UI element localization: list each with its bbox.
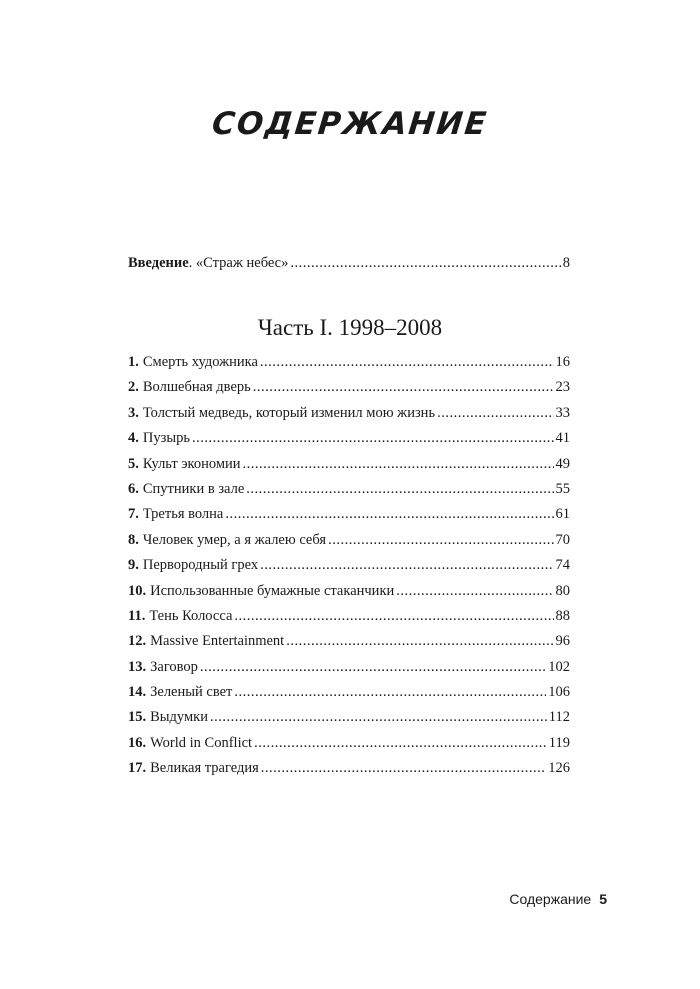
leader-dots xyxy=(286,629,553,654)
toc-entry[interactable] xyxy=(128,705,570,730)
entry-page: 61 xyxy=(555,506,570,523)
leader-dots xyxy=(234,604,553,629)
entry-title: Третья волна xyxy=(142,506,224,523)
running-footer-section: Содержание xyxy=(509,891,592,907)
entry-page: 80 xyxy=(555,582,570,599)
entry-page: 41 xyxy=(555,430,570,447)
page-number: 5 xyxy=(599,891,607,907)
toc-entry[interactable] xyxy=(128,553,570,578)
entry-page: 96 xyxy=(555,633,570,650)
entry-title: Волшебная дверь xyxy=(142,379,251,396)
toc-entry[interactable] xyxy=(128,477,570,502)
entry-page: 88 xyxy=(555,607,570,624)
page-footer xyxy=(509,891,607,907)
toc-entry[interactable] xyxy=(128,350,570,375)
entry-page: 16 xyxy=(555,354,570,370)
leader-dots xyxy=(200,655,546,680)
entry-number: 15. xyxy=(128,709,147,726)
leader-dots xyxy=(261,756,546,781)
entry-page: 70 xyxy=(555,531,570,548)
entry-number: 4. xyxy=(128,430,139,447)
entry-title: Человек умер, а я жалею себя xyxy=(142,531,327,548)
entry-title: Тень Колосса xyxy=(149,607,233,624)
leader-dots xyxy=(192,426,554,451)
entry-number: 17. xyxy=(128,760,147,777)
leader-dots xyxy=(290,251,560,276)
toc-entry[interactable] xyxy=(128,452,570,477)
entry-title: Смерть художника xyxy=(142,354,258,370)
entry-number: 12. xyxy=(128,633,147,650)
intro-page: 8 xyxy=(562,255,570,271)
toc-list xyxy=(128,350,570,782)
toc-entry[interactable] xyxy=(128,756,570,781)
entry-page: 23 xyxy=(555,379,570,396)
toc-entry[interactable] xyxy=(128,401,570,426)
entry-page: 119 xyxy=(548,734,570,751)
entry-title: Выдумки xyxy=(150,709,208,726)
toc-entry[interactable] xyxy=(128,426,570,451)
toc-entry[interactable] xyxy=(128,731,570,756)
leader-dots xyxy=(253,375,554,400)
entry-page: 33 xyxy=(555,404,570,421)
leader-dots xyxy=(246,477,553,502)
leader-dots xyxy=(234,680,546,705)
entry-title: Massive Entertainment xyxy=(150,633,285,650)
entry-title: Пузырь xyxy=(142,430,190,447)
entry-number: 5. xyxy=(128,455,139,472)
intro-lead: Введение xyxy=(128,255,189,271)
entry-title: World in Conflict xyxy=(150,734,253,751)
entry-page: 74 xyxy=(555,557,570,574)
toc-entry[interactable] xyxy=(128,680,570,705)
entry-number: 11. xyxy=(128,607,146,624)
intro-title: «Страж небес» xyxy=(195,255,289,271)
entry-title: Спутники в зале xyxy=(142,480,245,497)
entry-number: 3. xyxy=(128,404,139,421)
entry-title: Использованные бумажные стаканчики xyxy=(150,582,395,599)
entry-number: 6. xyxy=(128,480,139,497)
page-title: СОДЕРЖАНИЕ xyxy=(210,106,490,142)
leader-dots xyxy=(210,705,547,730)
entry-number: 16. xyxy=(128,734,147,751)
entry-title: Культ экономии xyxy=(142,455,241,472)
entry-page: 106 xyxy=(548,684,570,701)
entry-title: Заговор xyxy=(150,658,198,675)
toc-entry[interactable] xyxy=(128,502,570,527)
entry-title: Зеленый свет xyxy=(150,684,233,701)
leader-dots xyxy=(243,452,554,477)
entry-number: 2. xyxy=(128,379,139,396)
leader-dots xyxy=(260,350,554,375)
entry-title: Первородный грех xyxy=(142,557,259,574)
entry-page: 49 xyxy=(555,455,570,472)
entry-page: 126 xyxy=(548,760,570,777)
toc-entry[interactable] xyxy=(128,375,570,400)
leader-dots xyxy=(437,401,553,426)
entry-number: 9. xyxy=(128,557,139,574)
leader-dots xyxy=(328,528,553,553)
part-heading: Часть I. 1998–2008 xyxy=(257,315,443,340)
entry-page: 112 xyxy=(548,709,570,726)
entry-number: 10. xyxy=(128,582,147,599)
leader-dots xyxy=(254,731,547,756)
toc-entry[interactable] xyxy=(128,528,570,553)
entry-number: 7. xyxy=(128,506,139,523)
entry-page: 55 xyxy=(555,480,570,497)
leader-dots xyxy=(396,579,553,604)
toc-entry[interactable] xyxy=(128,604,570,629)
toc-entry[interactable] xyxy=(128,629,570,654)
entry-number: 1. xyxy=(128,354,139,370)
intro-separator: . xyxy=(188,255,196,271)
entry-number: 8. xyxy=(128,531,139,548)
entry-number: 14. xyxy=(128,684,147,701)
entry-title: Великая трагедия xyxy=(150,760,259,777)
intro-entry[interactable] xyxy=(128,251,570,276)
leader-dots xyxy=(225,502,553,527)
toc-entry[interactable] xyxy=(128,579,570,604)
entry-page: 102 xyxy=(548,658,570,675)
toc-entry[interactable] xyxy=(128,655,570,680)
leader-dots xyxy=(260,553,553,578)
entry-number: 13. xyxy=(128,658,147,675)
entry-title: Толстый медведь, который изменил мою жизнь xyxy=(142,404,436,421)
